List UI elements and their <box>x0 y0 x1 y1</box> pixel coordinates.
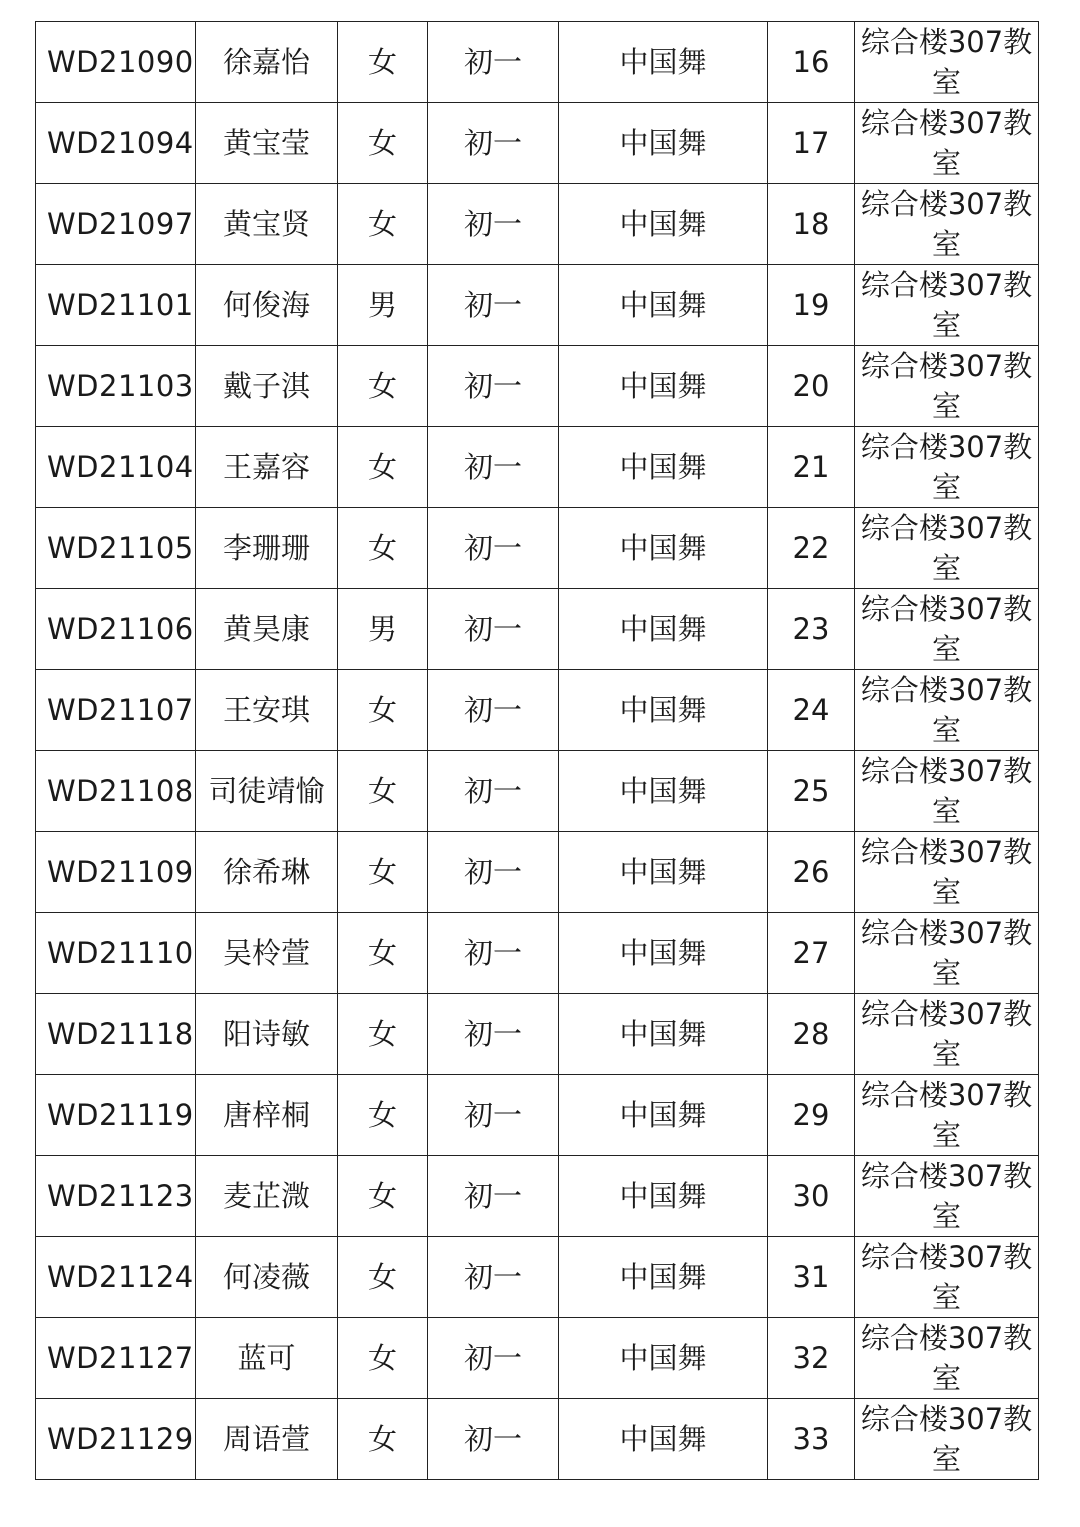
dance-category-cell: 中国舞 <box>559 508 768 589</box>
sequence-number-cell: 29 <box>768 1075 855 1156</box>
student-id-cell: WD21127 <box>36 1318 196 1399</box>
dance-category-cell: 中国舞 <box>559 1318 768 1399</box>
grade-cell: 初一 <box>428 1156 559 1237</box>
exam-room-cell: 综合楼307教室 <box>855 265 1039 346</box>
grade-cell: 初一 <box>428 751 559 832</box>
dance-category-cell: 中国舞 <box>559 913 768 994</box>
student-name-cell: 周语萱 <box>196 1399 338 1480</box>
table-row <box>36 184 1039 265</box>
sequence-number-cell: 28 <box>768 994 855 1075</box>
grade-cell: 初一 <box>428 1399 559 1480</box>
gender-cell: 女 <box>338 1075 428 1156</box>
student-id-cell: WD21094 <box>36 103 196 184</box>
student-name-cell: 徐希琳 <box>196 832 338 913</box>
table-row <box>36 346 1039 427</box>
table-row <box>36 670 1039 751</box>
student-name-cell: 麦芷溦 <box>196 1156 338 1237</box>
table-row <box>36 1399 1039 1480</box>
exam-room-cell: 综合楼307教室 <box>855 103 1039 184</box>
sequence-number-cell: 31 <box>768 1237 855 1318</box>
grade-cell: 初一 <box>428 427 559 508</box>
grade-cell: 初一 <box>428 1075 559 1156</box>
gender-cell: 女 <box>338 1399 428 1480</box>
gender-cell: 女 <box>338 184 428 265</box>
student-name-cell: 蓝可 <box>196 1318 338 1399</box>
gender-cell: 女 <box>338 751 428 832</box>
dance-category-cell: 中国舞 <box>559 184 768 265</box>
grade-cell: 初一 <box>428 508 559 589</box>
sequence-number-cell: 24 <box>768 670 855 751</box>
dance-category-cell: 中国舞 <box>559 265 768 346</box>
student-id-cell: WD21124 <box>36 1237 196 1318</box>
gender-cell: 女 <box>338 994 428 1075</box>
student-id-cell: WD21129 <box>36 1399 196 1480</box>
grade-cell: 初一 <box>428 913 559 994</box>
sequence-number-cell: 17 <box>768 103 855 184</box>
gender-cell: 女 <box>338 1237 428 1318</box>
gender-cell: 女 <box>338 346 428 427</box>
student-id-cell: WD21105 <box>36 508 196 589</box>
student-id-cell: WD21110 <box>36 913 196 994</box>
sequence-number-cell: 32 <box>768 1318 855 1399</box>
exam-room-cell: 综合楼307教室 <box>855 1237 1039 1318</box>
dance-category-cell: 中国舞 <box>559 427 768 508</box>
dance-category-cell: 中国舞 <box>559 1075 768 1156</box>
exam-room-cell: 综合楼307教室 <box>855 832 1039 913</box>
dance-category-cell: 中国舞 <box>559 994 768 1075</box>
student-id-cell: WD21109 <box>36 832 196 913</box>
table-row <box>36 265 1039 346</box>
exam-room-cell: 综合楼307教室 <box>855 1318 1039 1399</box>
exam-room-cell: 综合楼307教室 <box>855 589 1039 670</box>
sequence-number-cell: 27 <box>768 913 855 994</box>
gender-cell: 男 <box>338 589 428 670</box>
dance-category-cell: 中国舞 <box>559 22 768 103</box>
sequence-number-cell: 22 <box>768 508 855 589</box>
student-roster-table <box>35 21 1039 1480</box>
grade-cell: 初一 <box>428 265 559 346</box>
table-row <box>36 427 1039 508</box>
exam-room-cell: 综合楼307教室 <box>855 508 1039 589</box>
student-name-cell: 唐梓桐 <box>196 1075 338 1156</box>
student-id-cell: WD21119 <box>36 1075 196 1156</box>
student-id-cell: WD21097 <box>36 184 196 265</box>
gender-cell: 男 <box>338 265 428 346</box>
table-row <box>36 832 1039 913</box>
dance-category-cell: 中国舞 <box>559 1237 768 1318</box>
student-name-cell: 何凌薇 <box>196 1237 338 1318</box>
student-name-cell: 戴子淇 <box>196 346 338 427</box>
table-row <box>36 1318 1039 1399</box>
dance-category-cell: 中国舞 <box>559 1399 768 1480</box>
student-name-cell: 何俊海 <box>196 265 338 346</box>
grade-cell: 初一 <box>428 994 559 1075</box>
grade-cell: 初一 <box>428 589 559 670</box>
table-row <box>36 1075 1039 1156</box>
dance-category-cell: 中国舞 <box>559 751 768 832</box>
sequence-number-cell: 26 <box>768 832 855 913</box>
student-id-cell: WD21123 <box>36 1156 196 1237</box>
exam-room-cell: 综合楼307教室 <box>855 346 1039 427</box>
exam-room-cell: 综合楼307教室 <box>855 670 1039 751</box>
exam-room-cell: 综合楼307教室 <box>855 427 1039 508</box>
table-row <box>36 751 1039 832</box>
student-id-cell: WD21090 <box>36 22 196 103</box>
student-id-cell: WD21103 <box>36 346 196 427</box>
sequence-number-cell: 30 <box>768 1156 855 1237</box>
exam-room-cell: 综合楼307教室 <box>855 994 1039 1075</box>
exam-room-cell: 综合楼307教室 <box>855 1156 1039 1237</box>
sequence-number-cell: 25 <box>768 751 855 832</box>
table-row <box>36 589 1039 670</box>
dance-category-cell: 中国舞 <box>559 1156 768 1237</box>
sequence-number-cell: 16 <box>768 22 855 103</box>
gender-cell: 女 <box>338 1156 428 1237</box>
student-id-cell: WD21108 <box>36 751 196 832</box>
table-row <box>36 1237 1039 1318</box>
dance-category-cell: 中国舞 <box>559 103 768 184</box>
table-row <box>36 994 1039 1075</box>
table-row <box>36 913 1039 994</box>
student-name-cell: 黄宝莹 <box>196 103 338 184</box>
table-row <box>36 1156 1039 1237</box>
student-name-cell: 阳诗敏 <box>196 994 338 1075</box>
dance-category-cell: 中国舞 <box>559 589 768 670</box>
student-id-cell: WD21107 <box>36 670 196 751</box>
gender-cell: 女 <box>338 1318 428 1399</box>
exam-room-cell: 综合楼307教室 <box>855 1399 1039 1480</box>
grade-cell: 初一 <box>428 22 559 103</box>
student-id-cell: WD21101 <box>36 265 196 346</box>
sequence-number-cell: 18 <box>768 184 855 265</box>
roster-body <box>36 22 1039 1480</box>
exam-room-cell: 综合楼307教室 <box>855 913 1039 994</box>
grade-cell: 初一 <box>428 1237 559 1318</box>
dance-category-cell: 中国舞 <box>559 346 768 427</box>
sequence-number-cell: 21 <box>768 427 855 508</box>
student-name-cell: 黄宝贤 <box>196 184 338 265</box>
sequence-number-cell: 20 <box>768 346 855 427</box>
student-name-cell: 黄昊康 <box>196 589 338 670</box>
sequence-number-cell: 33 <box>768 1399 855 1480</box>
student-id-cell: WD21106 <box>36 589 196 670</box>
student-name-cell: 吴柃萱 <box>196 913 338 994</box>
gender-cell: 女 <box>338 22 428 103</box>
gender-cell: 女 <box>338 427 428 508</box>
exam-room-cell: 综合楼307教室 <box>855 184 1039 265</box>
student-name-cell: 王安琪 <box>196 670 338 751</box>
sequence-number-cell: 23 <box>768 589 855 670</box>
gender-cell: 女 <box>338 508 428 589</box>
grade-cell: 初一 <box>428 346 559 427</box>
gender-cell: 女 <box>338 103 428 184</box>
grade-cell: 初一 <box>428 670 559 751</box>
table-row <box>36 103 1039 184</box>
gender-cell: 女 <box>338 670 428 751</box>
student-name-cell: 徐嘉怡 <box>196 22 338 103</box>
grade-cell: 初一 <box>428 832 559 913</box>
gender-cell: 女 <box>338 832 428 913</box>
student-name-cell: 司徒靖愉 <box>196 751 338 832</box>
dance-category-cell: 中国舞 <box>559 832 768 913</box>
student-id-cell: WD21118 <box>36 994 196 1075</box>
grade-cell: 初一 <box>428 184 559 265</box>
dance-category-cell: 中国舞 <box>559 670 768 751</box>
gender-cell: 女 <box>338 913 428 994</box>
table-row <box>36 22 1039 103</box>
student-name-cell: 王嘉容 <box>196 427 338 508</box>
exam-room-cell: 综合楼307教室 <box>855 1075 1039 1156</box>
student-id-cell: WD21104 <box>36 427 196 508</box>
exam-room-cell: 综合楼307教室 <box>855 751 1039 832</box>
sequence-number-cell: 19 <box>768 265 855 346</box>
student-name-cell: 李珊珊 <box>196 508 338 589</box>
grade-cell: 初一 <box>428 1318 559 1399</box>
exam-room-cell: 综合楼307教室 <box>855 22 1039 103</box>
grade-cell: 初一 <box>428 103 559 184</box>
table-row <box>36 508 1039 589</box>
